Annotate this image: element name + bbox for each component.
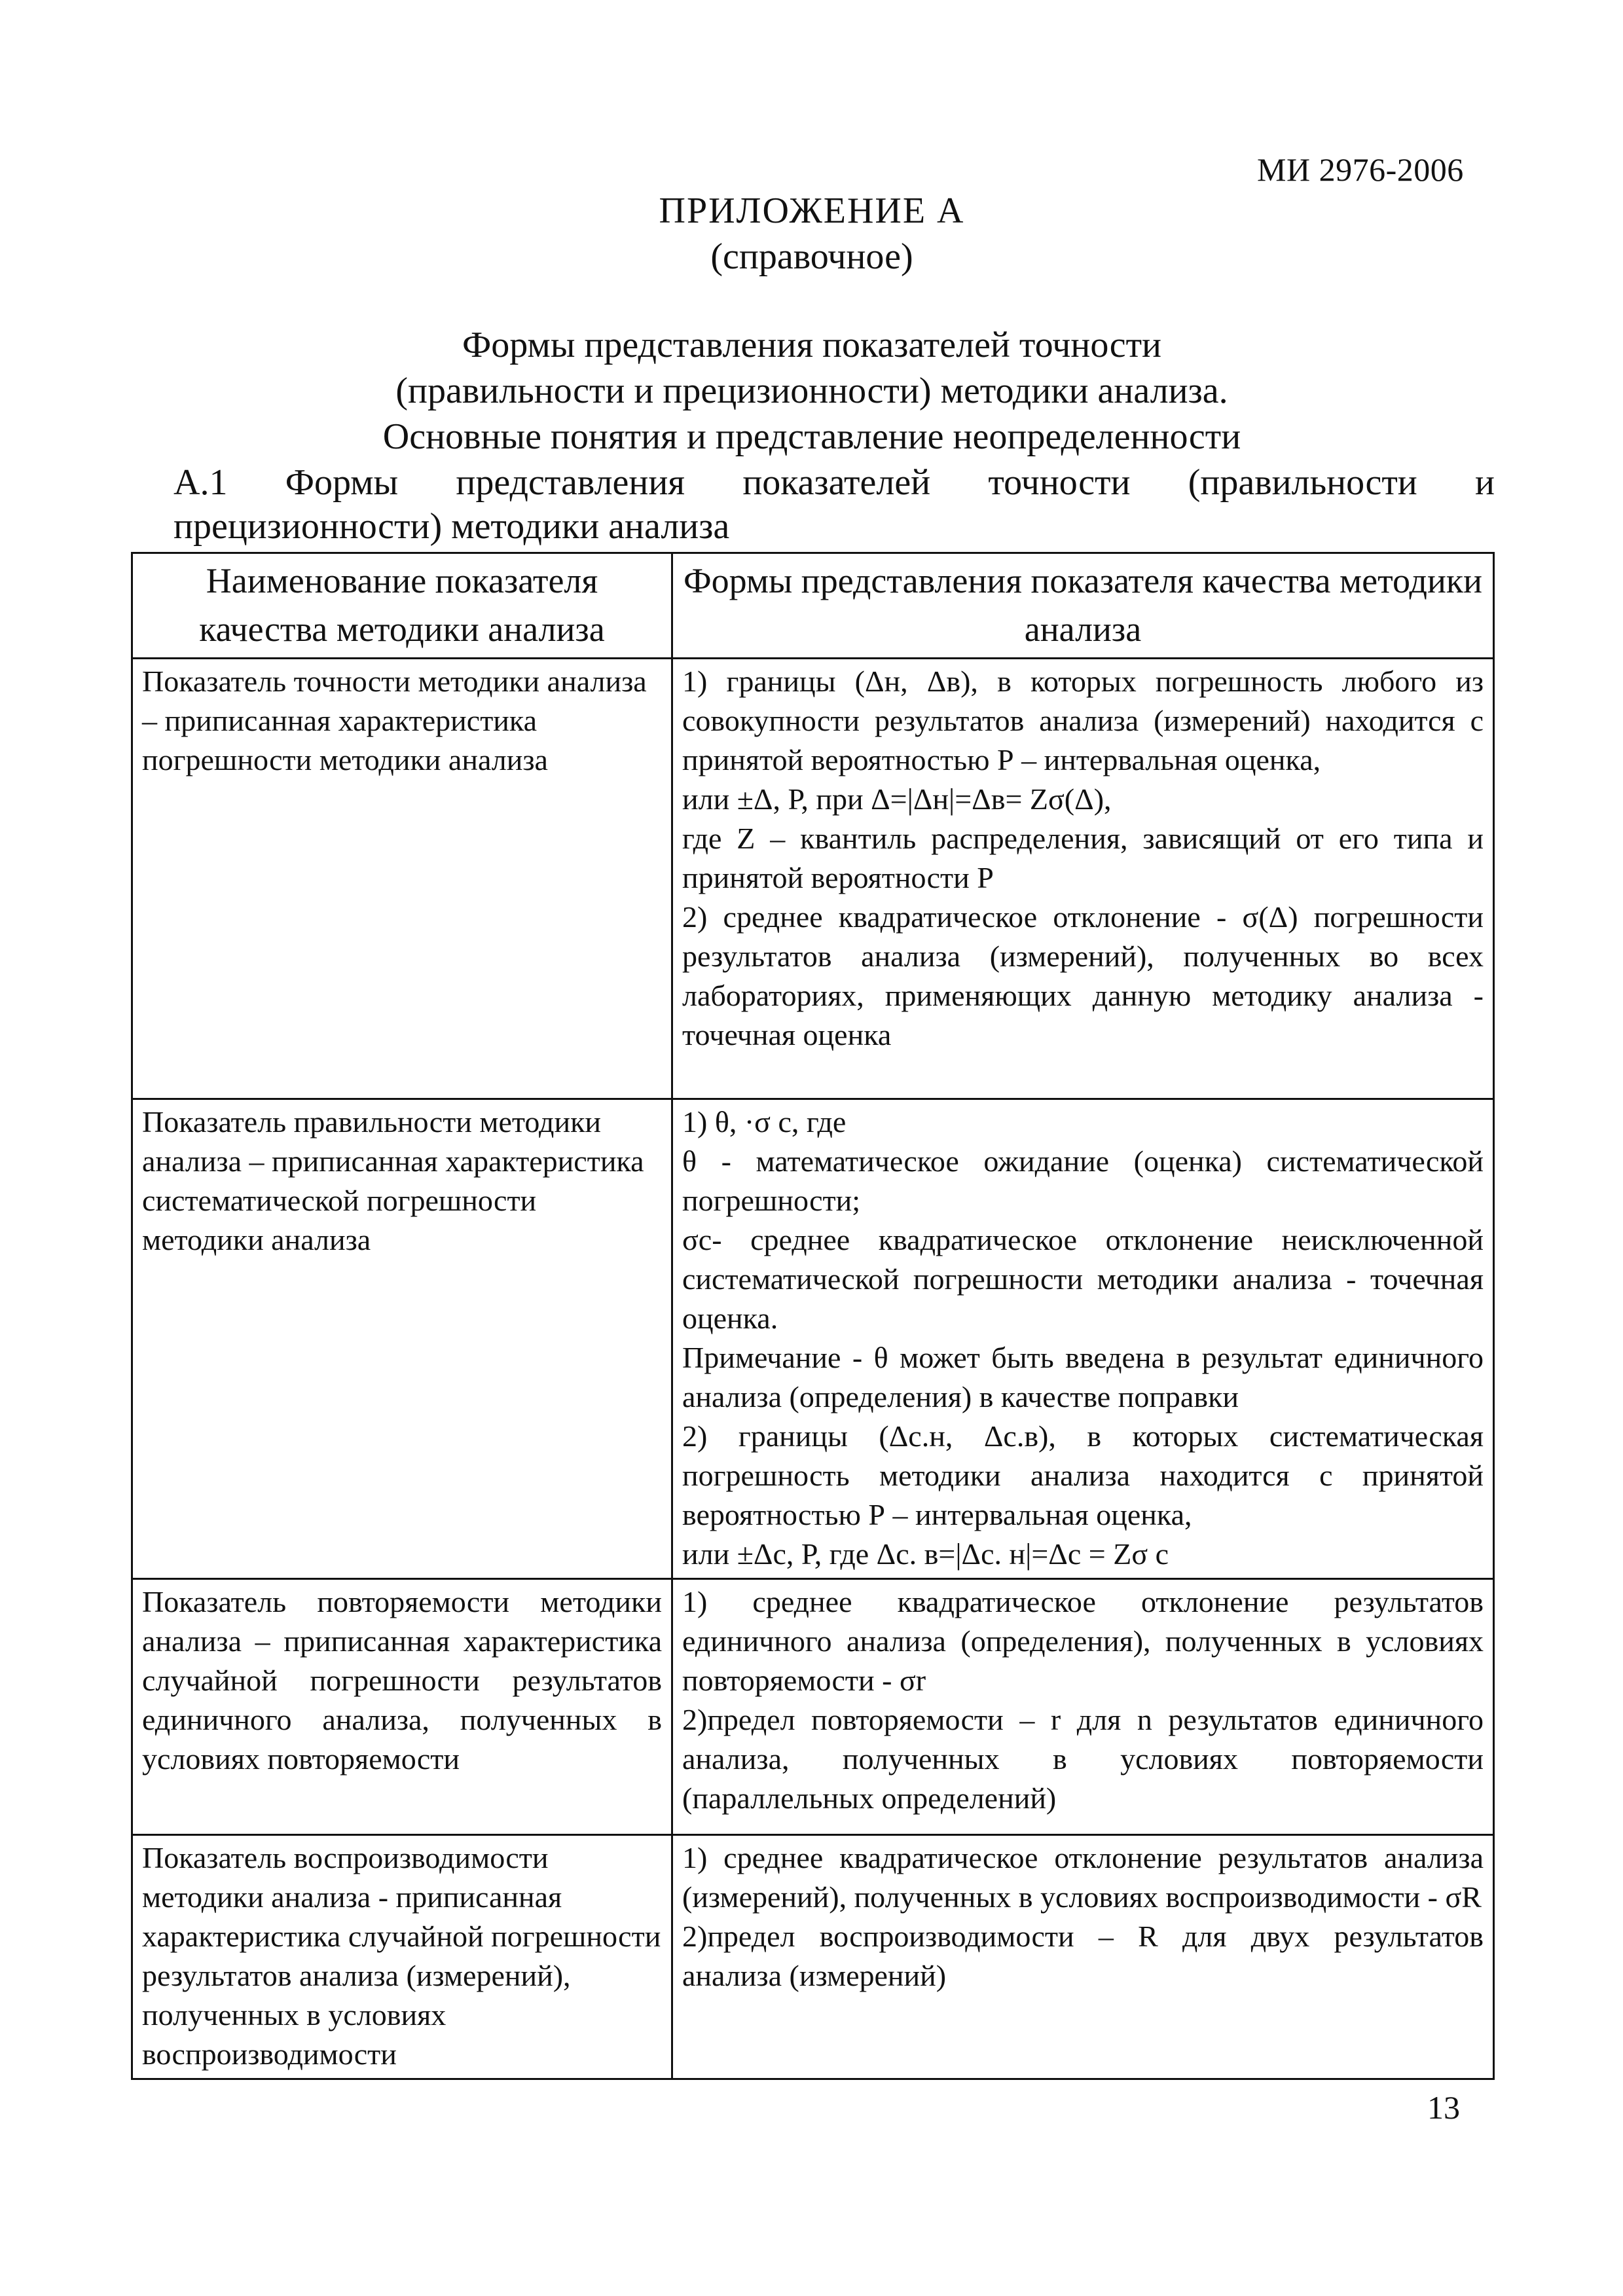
form-paragraph: σс- среднее квадратическое отклонение неисключенной систематической погрешности методики анализа - точечная оценка. <box>682 1223 1484 1335</box>
section-word: Формы <box>285 462 399 503</box>
form-paragraph: Примечание - θ может быть введена в результат единичного анализа (определения) в качестве поправки <box>682 1341 1484 1413</box>
appendix-title: ПРИЛОЖЕНИЕ А <box>659 191 965 231</box>
indicator-forms-cell <box>672 1099 1494 1579</box>
section-heading-line-2: прецизионности) методики анализа <box>173 506 730 547</box>
table-header-row <box>132 553 1494 659</box>
form-paragraph: 2) границы (Δс.н, Δс.в), в которых систематическая погрешность методики анализа находится с принятой вероятностью Р – интервальная оценка, <box>682 1419 1484 1531</box>
heading-line-2: (правильности и прецизионности) методики анализа. <box>395 371 1228 411</box>
section-word: точности <box>988 462 1131 503</box>
section-word: (правильности <box>1188 462 1417 503</box>
form-paragraph: или ±Δ, Р, при Δ=|Δн|=Δв= Zσ(Δ), <box>682 782 1112 816</box>
section-word: показателей <box>742 462 931 503</box>
section-heading-line-1 <box>173 462 1495 503</box>
page-number: 13 <box>1427 2089 1460 2126</box>
form-paragraph: 2) среднее квадратическое отклонение - σ(Δ) погрешности результатов анализа (измерений), полученных во всех лабораториях, применяющих данную методику анализа - точечная оценка <box>682 900 1484 1051</box>
form-paragraph: 2)предел повторяемости – r для n результатов единичного анализа, полученных в условиях повторяемости (параллельных определений) <box>682 1703 1484 1815</box>
section-word: представления <box>456 462 685 503</box>
indicator-name-cell: Показатель правильности методики анализа – приписанная характеристика систематической погрешности методики анализа <box>132 1099 672 1579</box>
indicator-name-cell: Показатель повторяемости методики анализа – приписанная характеристика случайной погрешности результатов единичного анализа, полученных в условиях повторяемости <box>132 1579 672 1835</box>
document-code: МИ 2976-2006 <box>1257 151 1464 188</box>
indicator-forms-cell <box>672 1835 1494 2079</box>
form-paragraph: 2)предел воспроизводимости – R для двух результатов анализа (измерений) <box>682 1920 1484 1992</box>
indicator-name-cell: Показатель воспроизводимости методики анализа - приписанная характеристика случайной погрешности результатов анализа (измерений), полученных в условиях воспроизводимости <box>132 1835 672 2079</box>
indicator-forms-cell <box>672 659 1494 1099</box>
form-paragraph: 1) θ, ·σ с, где <box>682 1105 847 1139</box>
form-paragraph: 1) среднее квадратическое отклонение результатов анализа (измерений), полученных в условиях воспроизводимости - σR <box>682 1841 1484 1914</box>
appendix-subtitle: (справочное) <box>710 236 913 277</box>
table-row <box>132 1835 1494 2079</box>
heading-line-1: Формы представления показателей точности <box>462 325 1162 365</box>
section-word: А.1 <box>173 462 228 503</box>
form-paragraph: θ - математическое ожидание (оценка) систематической погрешности; <box>682 1144 1484 1217</box>
form-paragraph: 1) границы (Δн, Δв), в которых погрешность любого из совокупности результатов анализа (измерений) находится с принятой вероятностью Р – интервальная оценка, <box>682 665 1484 776</box>
header-indicator-name: Наименование показателя качества методики анализа <box>132 553 672 659</box>
form-paragraph: где Z – квантиль распределения, зависящий от его типа и принятой вероятности Р <box>682 822 1484 894</box>
section-word: и <box>1475 462 1495 503</box>
header-indicator-forms: Формы представления показателя качества методики анализа <box>672 553 1494 659</box>
heading-line-3: Основные понятия и представление неопределенности <box>382 416 1241 457</box>
form-paragraph: или ±Δс, Р, где Δс. в=|Δс. н|=Δс = Zσ с <box>682 1537 1169 1571</box>
table-row <box>132 659 1494 1099</box>
form-paragraph: 1) среднее квадратическое отклонение результатов единичного анализа (определения), полученных в условиях повторяемости - σr <box>682 1585 1484 1697</box>
table-row <box>132 1099 1494 1579</box>
table-row <box>132 1579 1494 1835</box>
indicator-forms-cell <box>672 1579 1494 1835</box>
indicator-table <box>131 552 1495 2080</box>
indicator-name-cell: Показатель точности методики анализа – приписанная характеристика погрешности методики анализа <box>132 659 672 1099</box>
